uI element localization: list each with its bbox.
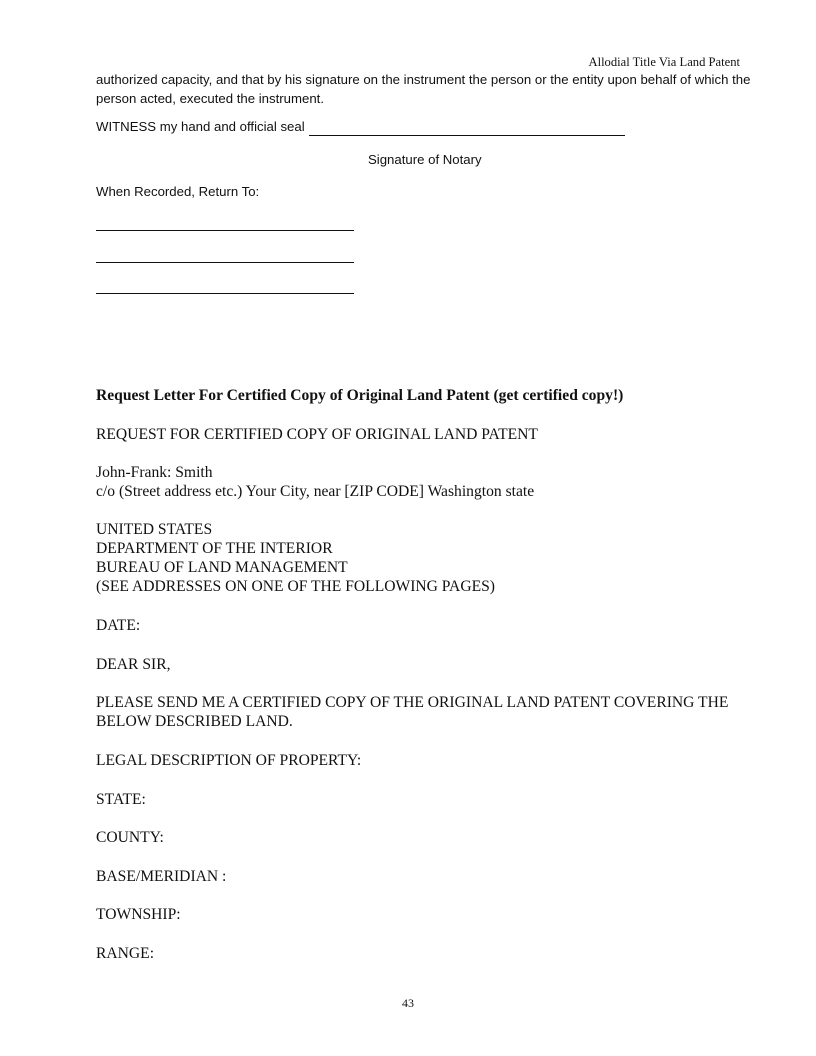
base-meridian-label: BASE/MERIDIAN : bbox=[96, 868, 227, 885]
recipient-line: UNITED STATES bbox=[96, 521, 213, 538]
township-label: TOWNSHIP: bbox=[96, 906, 181, 923]
page-number: 43 bbox=[402, 996, 414, 1010]
running-header-title: Allodial Title Via Land Patent bbox=[588, 55, 740, 69]
state-label: STATE: bbox=[96, 791, 146, 808]
county-label: COUNTY: bbox=[96, 829, 164, 846]
notary-signature-blank bbox=[309, 122, 625, 136]
recipient-line: DEPARTMENT OF THE INTERIOR bbox=[96, 540, 333, 557]
salutation: DEAR SIR, bbox=[96, 656, 171, 673]
recipient-line: (SEE ADDRESSES ON ONE OF THE FOLLOWING PAGES) bbox=[96, 578, 495, 595]
return-address-blank-line bbox=[96, 262, 354, 263]
witness-signature-line bbox=[96, 117, 696, 136]
return-address-blank-line bbox=[96, 293, 354, 294]
request-letter-heading: Request Letter For Certified Copy of Original Land Patent (get certified copy!) bbox=[96, 387, 624, 404]
sender-address: c/o (Street address etc.) Your City, near [ZIP CODE] Washington state bbox=[96, 483, 535, 500]
date-label: DATE: bbox=[96, 617, 141, 634]
letter-subject: REQUEST FOR CERTIFIED COPY OF ORIGINAL LAND PATENT bbox=[96, 426, 538, 443]
notary-caption: Signature of Notary bbox=[368, 152, 482, 167]
return-address-blank-line bbox=[96, 230, 354, 231]
recipient-line: BUREAU OF LAND MANAGEMENT bbox=[96, 559, 348, 576]
range-label: RANGE: bbox=[96, 945, 155, 962]
witness-label: WITNESS my hand and official seal bbox=[96, 119, 305, 134]
letter-body: PLEASE SEND ME A CERTIFIED COPY OF THE ORIGINAL LAND PATENT COVERING THE BELOW DESCRIBED LAND. bbox=[96, 694, 729, 730]
sender-name: John-Frank: Smith bbox=[96, 464, 213, 481]
legal-description-label: LEGAL DESCRIPTION OF PROPERTY: bbox=[96, 752, 362, 769]
acknowledgment-paragraph: authorized capacity, and that by his signature on the instrument the person or the entity upon behalf of which the person acted, executed the instrument. bbox=[96, 72, 751, 106]
return-to-label: When Recorded, Return To: bbox=[96, 184, 260, 199]
